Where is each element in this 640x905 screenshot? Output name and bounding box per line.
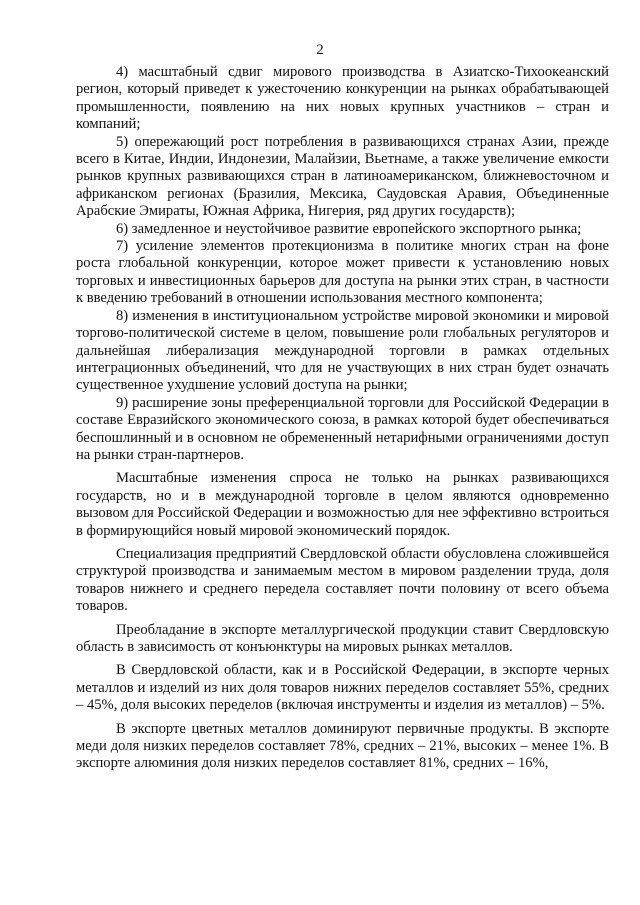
paragraph-demand-changes: Масштабные изменения спроса не только на рынках развивающихся государств, но и в международной торговле в целом являются одновременно вызовом для Российской Федерации и возможностью для нее эффективно встроиться в формирующийся новый мировой экономический порядок. [76,470,609,539]
list-item-8: 8) изменения в институциональном устройстве мировой экономики и мировой торгово-политической системе в целом, повышение роли глобальных регуляторов и дальнейшая либерализация международной торговли в рамках отдельных интеграционных объединений, что для не участвующих в них стран будет означать существенное ухудшение условий доступа на рынки; [76,307,609,394]
list-item-6: 6) замедленное и неустойчивое развитие европейского экспортного рынка; [116,220,582,237]
paragraph-nonferrous-metals: В экспорте цветных металлов доминируют первичные продукты. В экспорте меди доля низких переделов составляет 78%, средних – 21%, высоких – менее 1%. В экспорте алюминия доля низких переделов составляет 81%, средних – 16%, [76,720,609,772]
list-item-5: 5) опережающий рост потребления в развивающихся странах Азии, прежде всего в Китае, Индии, Индонезии, Малайзии, Вьетнаме, а также увеличение емкости рынков крупных развивающихся стран в латиноамериканском, ближневосточном и африканском регионах (Бразилия, Мексика, Саудовская Аравия, Объединенные Арабские Эмираты, Южная Африка, Нигерия, ряд других государств); [76,133,609,220]
list-item-9: 9) расширение зоны преференциальной торговли для Российской Федерации в составе Евразийского экономического союза, в рамках которой будет обеспечиваться беспошлинный и в основном не обремененный нетарифными ограничениями доступ на рынки стран-партнеров. [76,394,609,463]
list-item-4: 4) масштабный сдвиг мирового производства в Азиатско-Тихоокеанский регион, который приведет к ужесточению конкуренции на рынках обрабатывающей промышленности, появлению на них новых крупных участников – стран и компаний; [76,64,609,133]
paragraph-specialization: Специализация предприятий Свердловской области обусловлена сложившейся структурой производства и занимаемым местом в мировом разделении труда, доля товаров нижнего и среднего передела составляет почти половину от всего объема товаров. [76,545,609,615]
document-body [76,64,609,773]
page-number: 2 [316,42,324,58]
list-item-7: 7) усиление элементов протекционизма в политике многих стран на фоне роста глобальной конкуренции, которое может привести к установлению новых торговых и инвестиционных барьеров для доступа на рынки этих стран, в частности к введению требований в отношении использования местного компонента; [76,238,609,307]
paragraph-ferrous-metals: В Свердловской области, как и в Российской Федерации, в экспорте черных металлов и изделий из них доля товаров нижних переделов составляет 55%, средних – 45%, доля высоких переделов (включая инструменты и изделия из металлов) – 5%. [76,662,609,714]
paragraph-metallurgy-dominance: Преобладание в экспорте металлургической продукции ставит Свердловскую область в зависимость от конъюнктуры на мировых рынках металлов. [76,621,609,655]
